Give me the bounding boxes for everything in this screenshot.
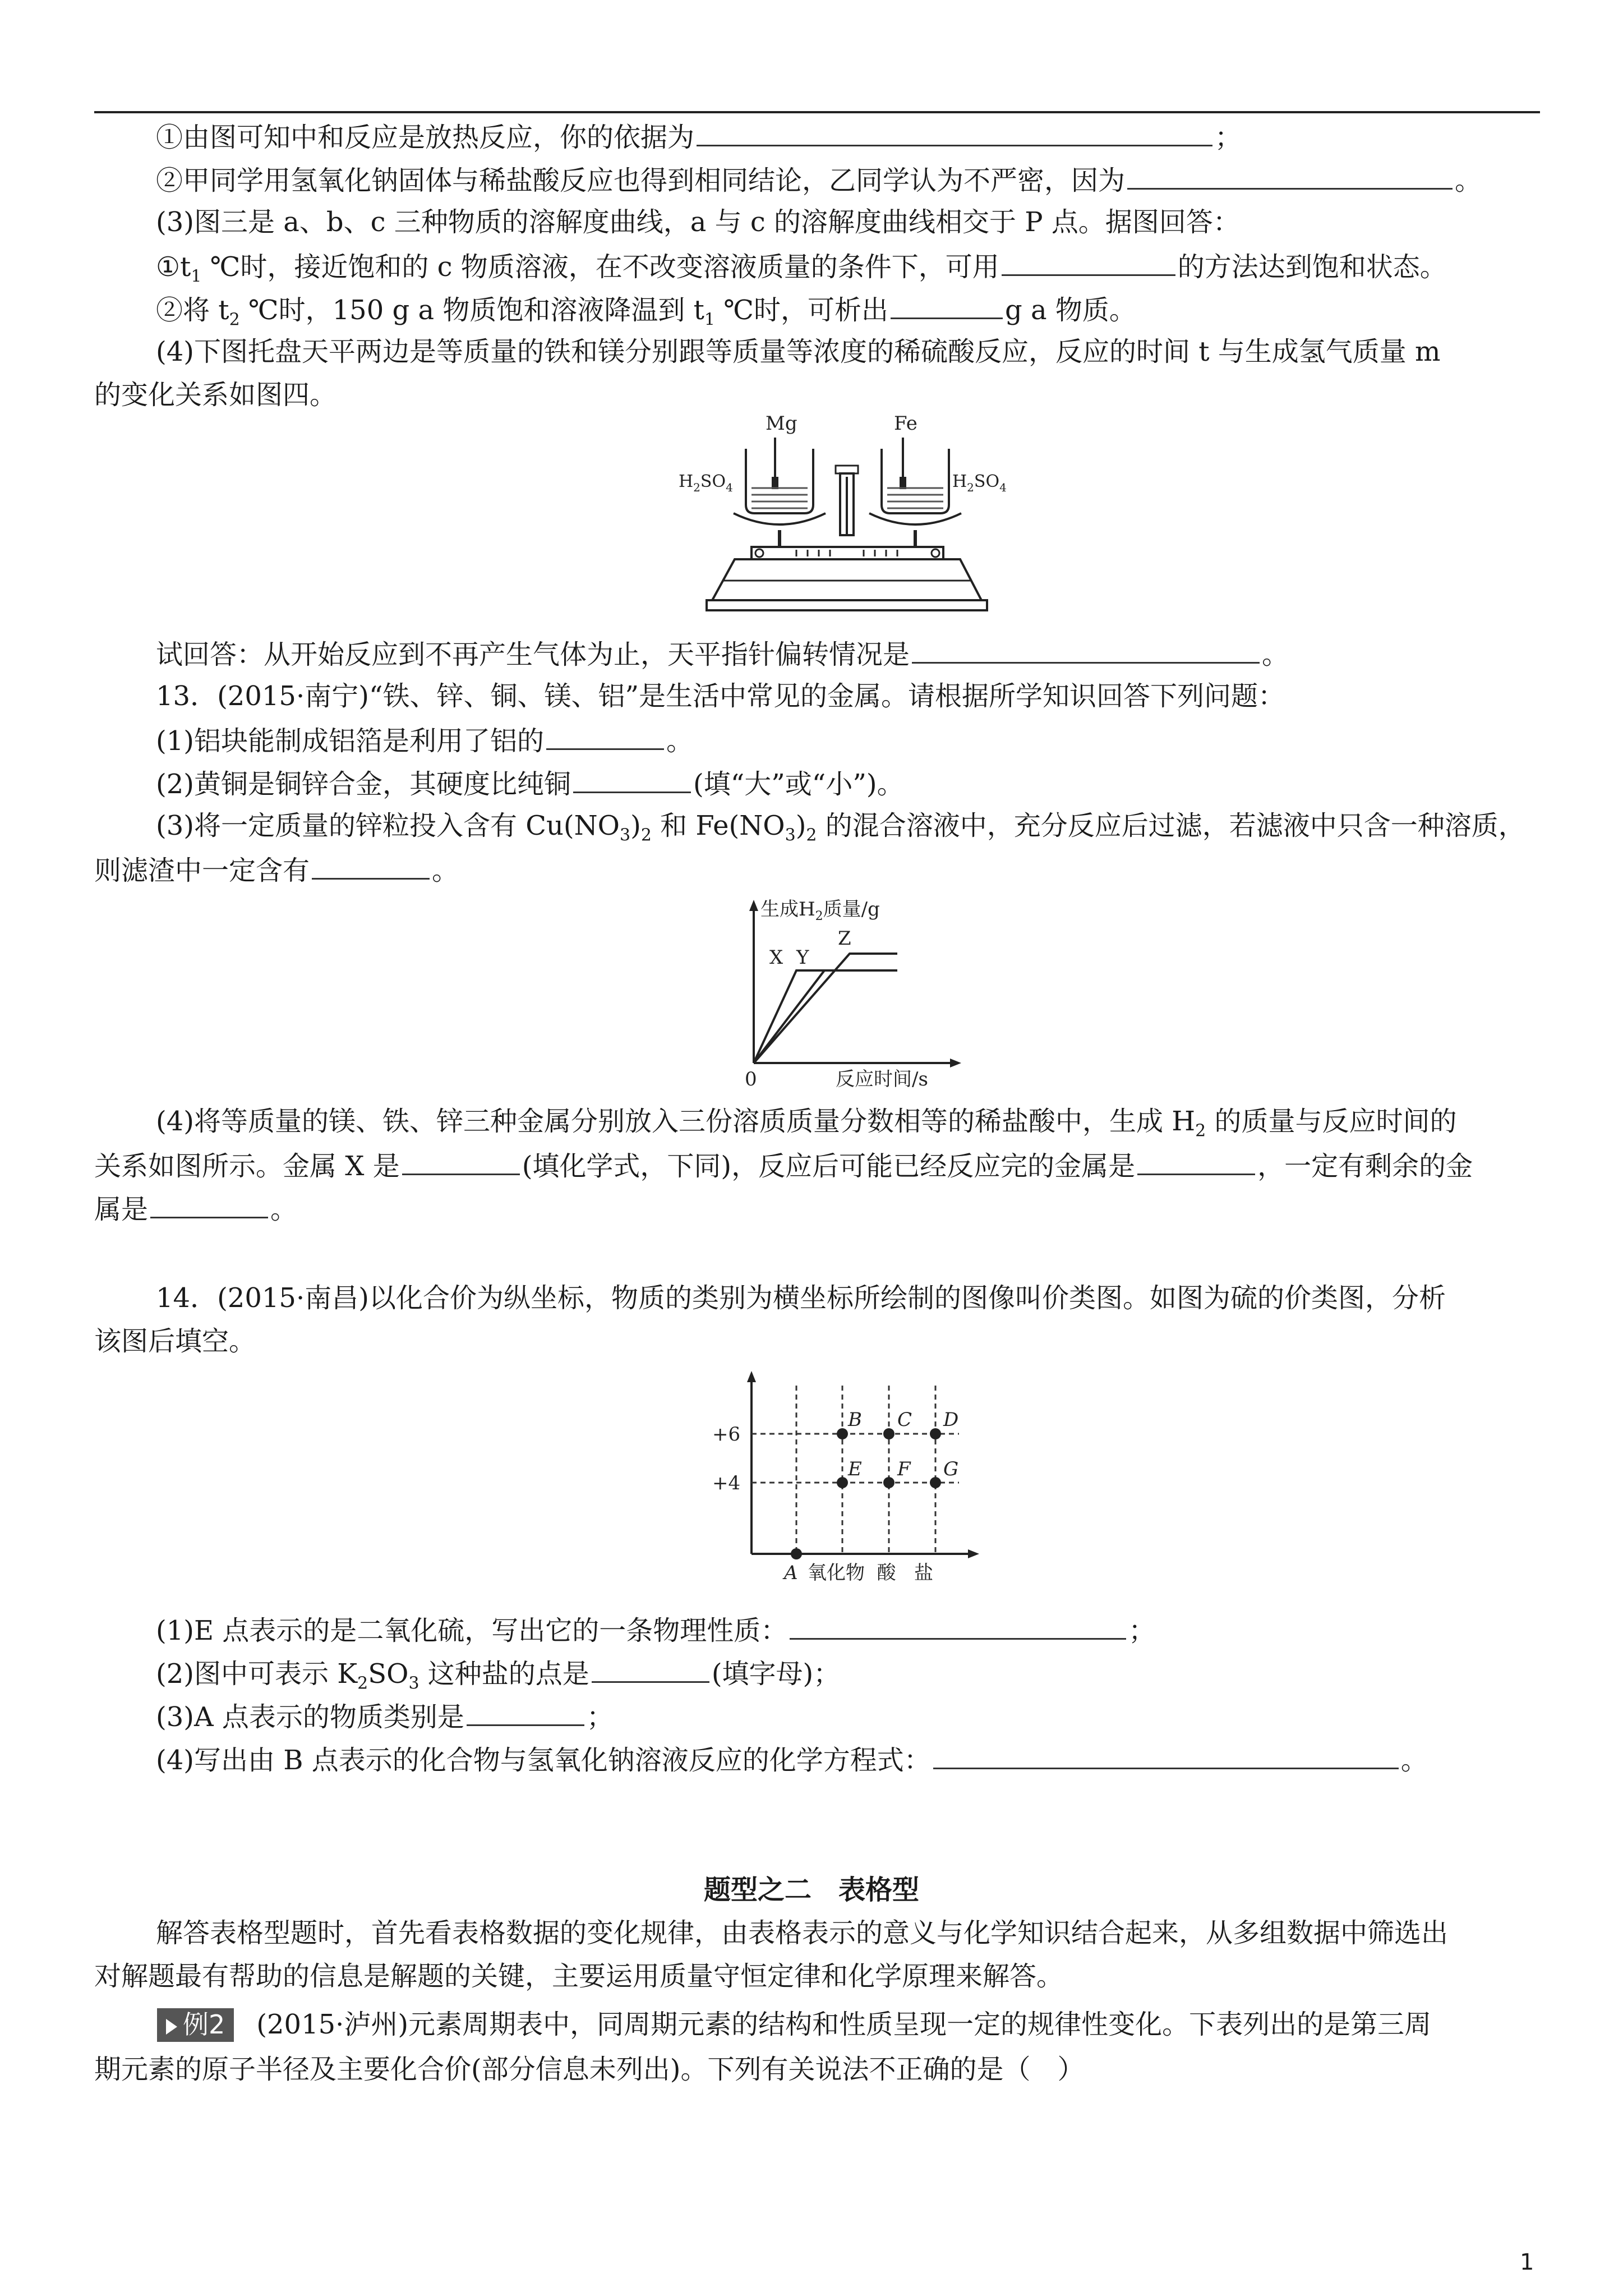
q13-line-1: 13．(2015·南宁)“铁、锌、铜、镁、铝”是生活中常见的金属。请根据所学知识回答下列问题：	[156, 680, 1285, 712]
answer-blank[interactable]	[697, 122, 1212, 146]
play-triangle-icon	[166, 2019, 177, 2035]
point-e	[837, 1477, 848, 1488]
point-a	[791, 1548, 802, 1559]
sulfur-valence-chart	[695, 1363, 998, 1588]
left-beaker	[746, 449, 813, 513]
label-b: B	[848, 1409, 862, 1431]
answer-blank[interactable]	[312, 855, 430, 880]
q12-line-4: $①t_1$ ℃时，接近饱和的 c 物质溶液，在不改变溶液质量的条件下，可用 的方法达到饱和状态。	[156, 251, 1447, 287]
q14-line-2: 该图后填空。	[94, 1326, 256, 1357]
q13-line-4: (3)将一定质量的锌粒投入含有 $Cu(NO_3)_2$ 和 $Fe(NO_3)_2$ 的混合溶液中，充分反应后过滤，若滤液中只含一种溶质，	[156, 810, 1525, 845]
q12-line-5: ②将 $t_2$ ℃时，150 g a 物质饱和溶液降温到 $t_1$ ℃时，可析出 g a 物质。	[156, 295, 1136, 330]
section-title: 题型之二 表格型	[703, 1874, 919, 1906]
y-axis-label: 生成$H_2$质量/g	[760, 898, 880, 923]
label-a: A	[784, 1562, 798, 1584]
example-2-line-1: 例2 (2015·泸州)元素周期表中，同周期元素的结构和性质呈现一定的规律性变化。下表列出的是第三周	[157, 2008, 1431, 2042]
q12-line-3: (3)图三是 a、b、c 三种物质的溶解度曲线，a 与 c 的溶解度曲线相交于 P 点。据图回答：	[156, 206, 1240, 238]
point-g	[930, 1477, 941, 1488]
point-f	[883, 1477, 895, 1488]
label-c: C	[897, 1409, 912, 1431]
answer-blank[interactable]	[467, 1702, 584, 1726]
header-rule	[94, 111, 1540, 113]
balance-figure	[667, 409, 1038, 623]
h2so4-right-label: $H_2SO_4$	[952, 472, 1007, 494]
q12-line-2: ②甲同学用氢氧化钠固体与稀盐酸反应也得到相同结论，乙同学认为不严密，因为 。	[156, 165, 1482, 196]
right-pan	[869, 513, 961, 524]
h2so4-left-label: $H_2SO_4$	[679, 472, 733, 494]
q14-line-5: (3)A 点表示的物质类别是 ；	[156, 1701, 614, 1733]
mg-label: Mg	[766, 412, 797, 435]
curve-x	[754, 970, 897, 1063]
q14-line-1: 14．(2015·南昌)以化合价为纵坐标，物质的类别为横坐标所绘制的图像叫价类图。如图为硫的价类图，分析	[156, 1282, 1446, 1314]
answer-blank[interactable]	[1002, 252, 1175, 276]
tick-plus4: +4	[712, 1472, 741, 1494]
q14-line-6: (4)写出由 B 点表示的化合物与氢氧化钠溶液反应的化学方程式： 。	[156, 1745, 1428, 1776]
point-d	[930, 1428, 941, 1439]
answer-blank[interactable]	[912, 639, 1260, 664]
label-g: G	[943, 1458, 959, 1480]
x-category-labels: 氧化物 酸 盐	[808, 1562, 934, 1584]
example-tag: 例2	[157, 2008, 234, 2042]
q13-line-8: 属是 。	[94, 1194, 298, 1225]
answer-blank[interactable]	[933, 1745, 1399, 1769]
label-x: X	[769, 946, 783, 969]
section-intro-line-2: 对解题最有帮助的信息是解题的关键，主要运用质量守恒定律和化学原理来解答。	[94, 1961, 1064, 1992]
answer-blank[interactable]	[1137, 1151, 1255, 1175]
q12-line-7: 的变化关系如图四。	[94, 379, 337, 411]
q14-line-4: (2)图中可表示 $K_2SO_3$ 这种盐的点是 (填字母)；	[156, 1658, 841, 1694]
answer-blank[interactable]	[891, 295, 1003, 319]
balance-beam	[751, 547, 943, 559]
label-d: D	[943, 1409, 959, 1431]
point-b	[837, 1428, 848, 1439]
answer-blank[interactable]	[592, 1659, 709, 1683]
q12-line-8: 试回答：从开始反应到不再产生气体为止，天平指针偏转情况是 。	[156, 639, 1289, 670]
answer-blank[interactable]	[150, 1194, 268, 1218]
q13-line-6: (4)将等质量的镁、铁、锌三种金属分别放入三份溶质质量分数相等的稀盐酸中，生成 $H_2$ 的质量与反应时间的	[156, 1106, 1457, 1141]
label-z: Z	[838, 927, 851, 950]
label-e: E	[848, 1458, 862, 1480]
left-pan	[734, 513, 826, 524]
answer-blank[interactable]	[1127, 165, 1453, 190]
tick-plus6: +6	[712, 1423, 741, 1446]
page-number: 1	[1520, 2249, 1534, 2275]
fe-label: Fe	[894, 412, 917, 435]
x-axis-label: 反应时间/s	[836, 1068, 928, 1091]
answer-blank[interactable]	[402, 1151, 520, 1175]
q14-line-3: (1)E 点表示的是二氧化硫，写出它的一条物理性质： ；	[156, 1615, 1156, 1646]
q12-line-1: ①由图可知中和反应是放热反应，你的依据为 ；	[156, 122, 1242, 153]
answer-blank[interactable]	[790, 1616, 1126, 1640]
answer-blank[interactable]	[573, 769, 691, 793]
example-2-line-2: 期元素的原子半径及主要化合价(部分信息未列出)。下列有关说法不正确的是（ ）	[94, 2054, 1085, 2085]
q12-line-6: (4)下图托盘天平两边是等质量的铁和镁分别跟等质量等浓度的稀硫酸反应，反应的时间 t 与生成氢气质量 m	[156, 336, 1441, 367]
point-c	[883, 1428, 895, 1439]
origin-label: 0	[745, 1068, 757, 1091]
pointer-scale	[836, 466, 858, 473]
answer-blank[interactable]	[546, 726, 664, 750]
h2-mass-time-graph	[729, 892, 987, 1094]
q13-line-2: (1)铝块能制成铝箔是利用了铝的 。	[156, 725, 694, 757]
label-f: F	[897, 1458, 911, 1480]
right-beaker	[882, 449, 949, 513]
q13-line-3: (2)黄铜是铜锌合金，其硬度比纯铜 (填“大”或“小”)。	[156, 769, 904, 800]
section-intro-line-1: 解答表格型题时，首先看表格数据的变化规律，由表格表示的意义与化学知识结合起来，从多组数据中筛选出	[156, 1917, 1449, 1949]
q13-line-5: 则滤渣中一定含有 。	[94, 855, 459, 886]
label-y: Y	[796, 946, 809, 969]
q13-line-7: 关系如图所示。金属 X 是 (填化学式，下同)，反应后可能已经反应完的金属是 ，一定有剩余的金	[94, 1151, 1473, 1182]
